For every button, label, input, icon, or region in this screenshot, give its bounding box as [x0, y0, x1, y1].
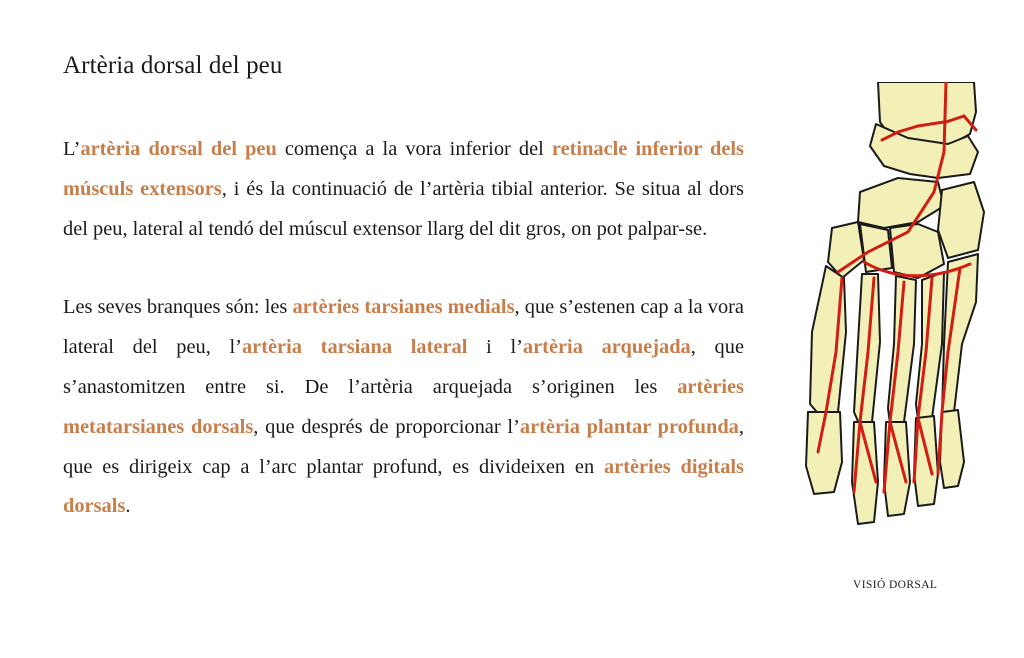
body-text: L’: [63, 138, 81, 160]
page-title: Artèria dorsal del peu: [63, 52, 283, 79]
body-text: Les seves branques són: les: [63, 296, 293, 319]
body-text: , que es dirigeix cap a l’arc plantar profund, es divideixen en: [63, 415, 744, 478]
lateral-cuneiform: [890, 224, 944, 278]
body-text: i l’: [467, 336, 523, 359]
anatomy-term: artèries metatarsianes dorsals: [63, 375, 744, 438]
body-text: , que s’estenen cap a la vora lateral del peu, l’: [63, 296, 744, 359]
medial-cuneiform: [828, 222, 864, 278]
paragraph-branches: [63, 288, 744, 527]
anatomy-term: artèria tarsiana lateral: [241, 336, 468, 359]
foot-bones: [806, 82, 984, 524]
digit-5-phalanx: [940, 410, 964, 488]
anatomy-term: artèria arquejada: [522, 336, 691, 359]
foot-dorsal-illustration: [798, 82, 994, 560]
body-text: , que després de proporcionar l’: [253, 415, 520, 438]
body-text: , que s’anastomitzen entre si. De l’artèria arquejada s’originen les: [63, 336, 744, 398]
anatomy-term: artèria dorsal del peu: [80, 138, 277, 160]
anatomy-term: artèries tarsianes medials: [292, 296, 515, 319]
anatomy-term: artèries digitals dorsals: [63, 455, 744, 518]
cuboid-bone: [938, 182, 984, 258]
anatomy-term: retinacle inferior dels músculs extensors: [63, 138, 744, 200]
article-body: [63, 130, 744, 527]
body-text: , i és la continuació de l’artèria tibial anterior. Se situa al dors del peu, lateral al tendó del múscul extensor llarg del dit gros, on pot palpar-se.: [63, 177, 744, 240]
paragraph-intro: [63, 130, 744, 249]
figure-caption: VISIÓ DORSAL: [853, 579, 938, 591]
anatomy-term: artèria plantar profunda: [519, 415, 739, 438]
navicular-bone: [858, 178, 944, 228]
body-text: .: [125, 495, 131, 518]
body-text: comença a la vora inferior del: [276, 138, 552, 160]
